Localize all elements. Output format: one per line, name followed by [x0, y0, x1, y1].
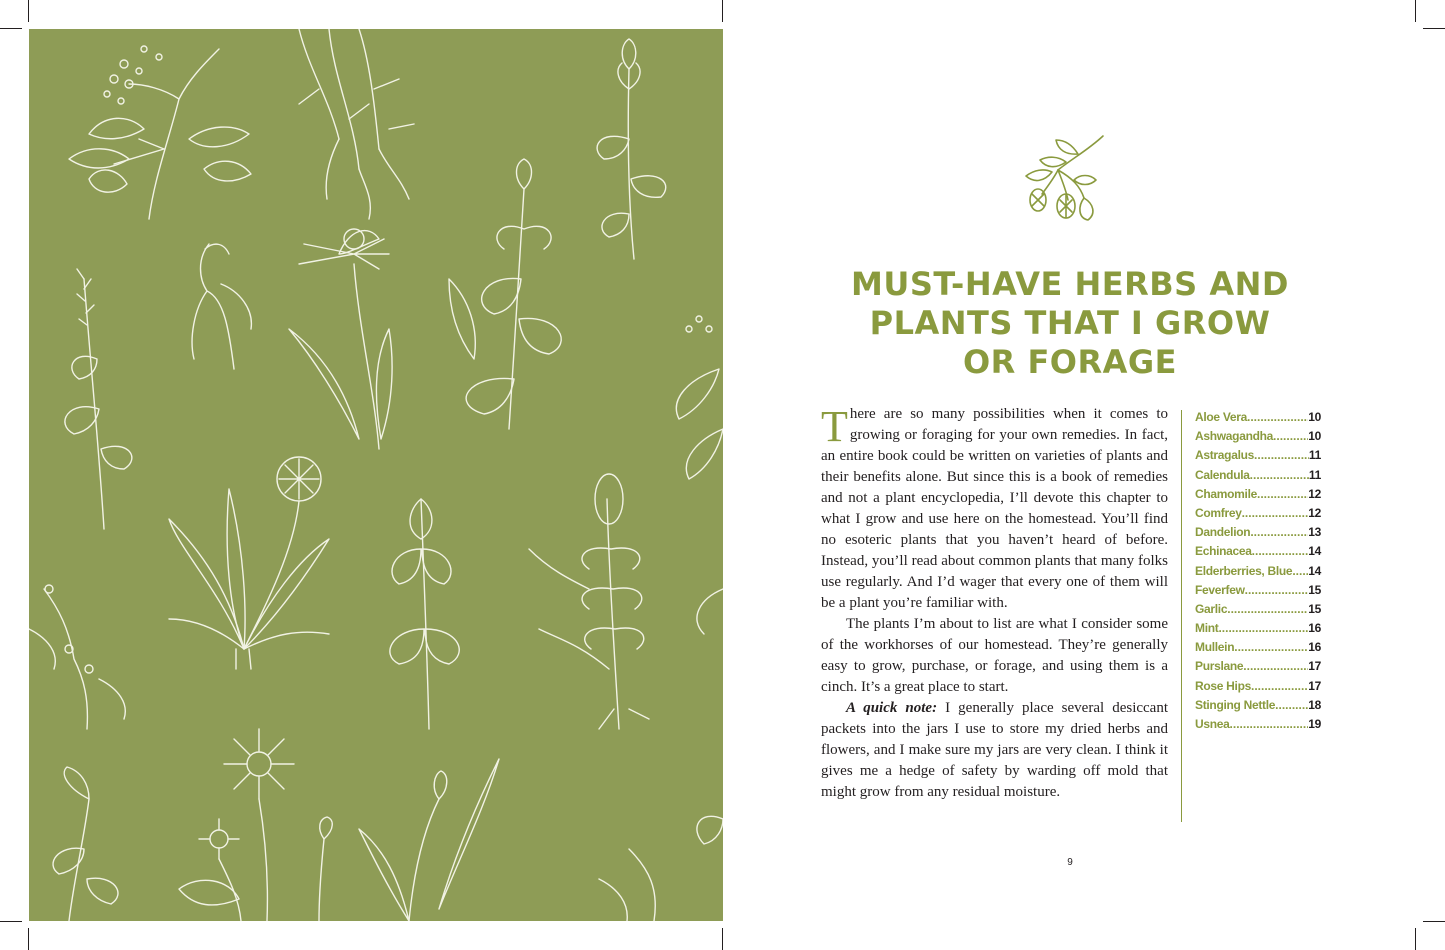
contents-entry[interactable] [1195, 619, 1321, 638]
edge-leaves-drawing [676, 316, 723, 844]
contents-entry-leader [1250, 523, 1308, 542]
contents-entry-name: Echinacea [1195, 544, 1252, 559]
contents-entry-leader [1254, 446, 1309, 465]
crop-mark [28, 0, 29, 22]
contents-entry[interactable] [1195, 696, 1321, 715]
page-number: 9 [1067, 857, 1073, 868]
sage-drawing [449, 159, 561, 429]
chapter-contents-list [1195, 408, 1321, 734]
contents-entry-page: 12 [1308, 486, 1321, 501]
chapter-title-line: PLANTS THAT I GROW [869, 304, 1271, 343]
contents-entry-page: 19 [1308, 717, 1321, 731]
contents-entry-page: 11 [1308, 448, 1321, 463]
plantain-drawing [359, 759, 655, 921]
contents-entry[interactable] [1195, 504, 1321, 523]
crop-mark [1415, 928, 1416, 950]
contents-entry[interactable] [1195, 638, 1321, 657]
contents-entry-leader [1218, 619, 1308, 638]
contents-entry-name: Usnea [1195, 717, 1230, 731]
lavender-drawing [65, 269, 132, 529]
contents-entry-page: 16 [1308, 640, 1321, 655]
contents-entry-page: 14 [1308, 544, 1321, 559]
ginseng-root-drawing [192, 244, 251, 369]
intro-paragraph-2: The plants I’m about to list are what I consider some of the workhorses of our homestead. They’re generally easy to grow, purchase, or forage, and using them is a cinch. It’s a great place to start. [821, 616, 1168, 695]
herb-sprig-icon [1018, 128, 1108, 223]
contents-entry[interactable] [1195, 427, 1321, 446]
contents-entry-leader [1252, 542, 1309, 561]
calendula-drawing [179, 729, 332, 921]
contents-entry[interactable] [1195, 446, 1321, 465]
contents-entry-leader [1273, 427, 1308, 446]
chamomile-drawing [29, 585, 125, 729]
elderberry-drawing [69, 46, 251, 219]
contents-entry-page: 10 [1308, 410, 1321, 424]
contents-entry[interactable] [1195, 562, 1321, 581]
contents-entry-name: Chamomile [1195, 486, 1257, 501]
contents-entry[interactable] [1195, 542, 1321, 561]
contents-entry-leader [1243, 657, 1308, 676]
contents-entry-leader [1234, 638, 1308, 657]
intro-paragraph [821, 404, 1168, 614]
hyssop-drawing [597, 39, 666, 259]
contents-entry-page: 10 [1308, 429, 1321, 444]
contents-entry-page: 13 [1308, 525, 1321, 540]
contents-entry[interactable] [1195, 485, 1321, 504]
contents-entry[interactable] [1195, 715, 1321, 734]
botanical-illustration [29, 29, 723, 921]
crop-mark [0, 921, 22, 922]
contents-entry-leader [1251, 677, 1308, 696]
quick-note-text: I generally place several desiccant packets into the jars I use to store my dried herbs and flowers, and I make sure my jars are very clean. I think it gives me a hedge of safety by warding off mold that might grow from any residual moisture. [821, 700, 1168, 800]
contents-entry-leader [1250, 466, 1309, 485]
contents-entry-page: 17 [1308, 659, 1321, 674]
crop-mark [0, 28, 22, 29]
contents-entry[interactable] [1195, 600, 1321, 619]
dandelion-drawing [169, 457, 329, 669]
contents-entry-name: Ashwagandha [1195, 429, 1274, 444]
quick-note-paragraph [821, 698, 1168, 803]
chapter-title-line: MUST-HAVE HERBS AND [851, 265, 1289, 304]
contents-entry-name: Garlic [1195, 601, 1228, 616]
contents-entry-name: Astragalus [1195, 448, 1255, 463]
crop-mark [1415, 0, 1416, 22]
crop-mark [722, 0, 723, 22]
contents-entry-page: 12 [1308, 505, 1321, 520]
contents-entry-leader [1230, 715, 1309, 734]
contents-entry-name: Calendula [1195, 467, 1250, 482]
contents-entry-name: Comfrey [1195, 505, 1242, 520]
contents-entry-leader [1292, 562, 1308, 581]
contents-entry-name: Feverfew [1195, 582, 1245, 597]
contents-entry-name: Mint [1195, 621, 1219, 636]
contents-entry-name: Aloe Vera [1195, 410, 1247, 424]
quick-note-label: A quick note: [846, 700, 938, 716]
crop-mark [722, 928, 723, 950]
crop-mark [28, 928, 29, 950]
contents-entry-name: Dandelion [1195, 525, 1251, 540]
contents-entry-page: 17 [1308, 678, 1321, 693]
contents-entry-name: Rose Hips [1195, 678, 1251, 693]
contents-entry-leader [1275, 696, 1308, 715]
intro-text [821, 404, 1168, 803]
echinacea-drawing [289, 229, 392, 449]
intro-paragraph-1: here are so many possibilities when it comes to growing or foraging for your own remedies. In fact, an entire book could be written on varieties of plants and their benefits alone. But since this is a book of remedies and not a plant encyclopedia, I’ll devote this chapter to what I grow and use here on the homestead. You’ll find no esoteric plants that you haven’t heard of before. Instead, you’ll read about common plants that many folks use regularly. And I’d wager that every one of them will be a plant you’re familiar with. [821, 406, 1168, 611]
contents-entry-leader [1242, 504, 1309, 523]
contents-entry-name: Mullein [1195, 640, 1235, 655]
contents-entry-leader [1227, 600, 1308, 619]
contents-entry-name: Elderberries, Blue [1195, 563, 1293, 578]
contents-entry-name: Stinging Nettle [1195, 697, 1276, 712]
crop-mark [1423, 921, 1445, 922]
root-drawing [299, 29, 414, 219]
contents-entry[interactable] [1195, 466, 1321, 485]
contents-entry[interactable] [1195, 581, 1321, 600]
legume-drawing [529, 474, 649, 729]
contents-entry-page: 11 [1308, 467, 1321, 482]
leaf-cluster-drawing [53, 767, 118, 921]
drop-cap: T [821, 402, 848, 451]
contents-entry-leader [1245, 581, 1309, 600]
contents-entry-page: 16 [1308, 621, 1321, 636]
column-divider [1181, 410, 1182, 822]
contents-entry-name: Purslane [1195, 659, 1244, 674]
contents-entry-leader [1257, 485, 1308, 504]
contents-entry-page: 18 [1308, 697, 1321, 712]
crop-mark [1423, 28, 1445, 29]
chapter-title [850, 265, 1290, 382]
contents-entry[interactable] [1195, 523, 1321, 542]
botanical-illustration-panel [29, 29, 723, 921]
chapter-title-line: OR FORAGE [962, 343, 1178, 382]
contents-entry-leader [1247, 408, 1308, 427]
mint-drawing [390, 499, 459, 729]
contents-entry-page: 14 [1308, 563, 1321, 578]
contents-entry-page: 15 [1308, 601, 1321, 616]
contents-entry[interactable] [1195, 657, 1321, 676]
contents-entry-page: 15 [1308, 582, 1321, 597]
contents-entry[interactable] [1195, 408, 1321, 427]
contents-entry[interactable] [1195, 677, 1321, 696]
